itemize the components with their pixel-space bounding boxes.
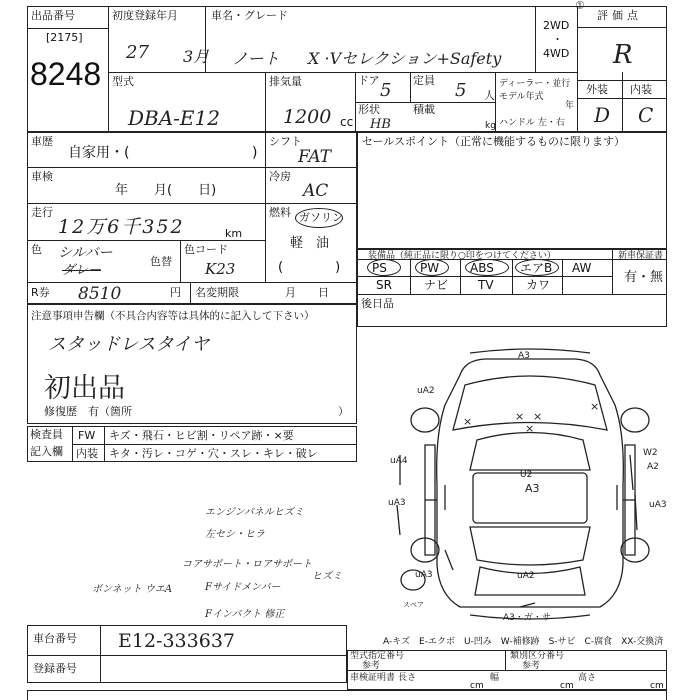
inspector-label-2: 記入欄 [30, 445, 63, 458]
length-label: 車検証明書 [350, 673, 396, 683]
drive-dot: ・ [552, 33, 563, 46]
recycle-label: R券 [31, 286, 50, 299]
load-unit: kg [485, 121, 496, 131]
score-value: R [613, 40, 633, 70]
model-label: 車名・グレード [211, 9, 288, 22]
capacity-unit: 人 [484, 89, 495, 102]
load-label: 積載 [413, 103, 435, 116]
remark-3: コアサポート・ロアサポート [182, 559, 312, 570]
displacement-value: 1200 [283, 106, 332, 128]
color-sub: ダレー [62, 263, 102, 278]
model-name: ノート [232, 49, 280, 68]
sales-point-frame [357, 132, 667, 249]
inspection-label: 車検 [31, 170, 53, 183]
score-label: 評価点 [597, 9, 642, 22]
chassis-value: E12-333637 [118, 630, 235, 652]
equipment-divider [512, 259, 513, 294]
equipment-item: PW [420, 261, 440, 275]
diagram-mark-w2: W2 [643, 448, 658, 458]
diagram-x-3: × [525, 422, 535, 435]
diagram-x-4: × [463, 415, 473, 428]
repair-close: ） [338, 405, 349, 418]
equipment-item: ナビ [424, 278, 449, 292]
color-code-label: 色コード [184, 243, 228, 256]
lot-sub: [2175] [46, 31, 83, 44]
lot-label: 出品番号 [31, 9, 75, 22]
doors-value: 5 [380, 80, 392, 101]
notes-label: 注意事項申告欄（不具合内容等は具体的に記入して下さい） [31, 310, 315, 322]
equipment-divider [562, 259, 563, 294]
equipment-item: PS [372, 261, 387, 275]
diagram-mark-ua3-left: uA3 [388, 498, 406, 508]
drive-4wd: 4WD [543, 47, 570, 60]
displacement-unit: cc [340, 115, 354, 129]
diagram-x-2: × [533, 410, 543, 423]
warranty-value: 有・無 [624, 270, 664, 285]
lot-number: 8248 [30, 56, 102, 92]
interior-label: 内装 [630, 83, 652, 96]
diagram-spare-label: スペア [403, 601, 424, 609]
type-spec-sub: 参考 [362, 661, 381, 671]
diagram-mark-ua2-trunk: uA2 [517, 571, 535, 581]
fuel-label: 燃料 [269, 206, 291, 219]
equipment-item: AW [572, 261, 592, 275]
height: 高さ [578, 673, 597, 683]
shift-label: シフト [269, 135, 302, 148]
model-year-label: モデル年式 [499, 92, 544, 102]
history-label: 車歴 [31, 135, 53, 148]
remark-6: ボンネット ウエA [92, 584, 173, 595]
remark-4: ヒズミ [312, 571, 342, 582]
exterior-value: D [594, 103, 611, 127]
inspector-row1: キズ・飛石・ヒビ割・リペア跡・×要 [109, 429, 294, 442]
diagram-mark-ua3-right: uA3 [649, 500, 667, 510]
reg-number-label: 登録番号 [33, 662, 77, 675]
chassis-label: 車台番号 [33, 632, 77, 645]
header-frame [27, 6, 667, 132]
first-reg-label: 初度登録年月 [112, 9, 178, 22]
width-unit: cm [560, 681, 574, 691]
model-year-unit: 年 [565, 101, 575, 111]
equipment-circle [367, 259, 401, 276]
inspector-label-1: 検査員 [30, 428, 63, 441]
fuel-value: ガソリン [299, 211, 343, 224]
history-value: 自家用・( [68, 145, 130, 161]
class-sub: 参考 [522, 661, 541, 671]
name-change-label: 名変期限 [195, 286, 239, 299]
diagram-mark-u2: U2 [520, 470, 533, 480]
remark-7: Fインパクト 修正 [205, 609, 285, 620]
shift-value: FAT [298, 147, 332, 167]
class-label: 類別区分番号 [510, 651, 565, 661]
ac-label: 冷房 [269, 170, 291, 183]
diagram-legend: A-キズ E-エクボ U-凹み W-補修跡 S-サビ C-腐食 XX-交換済 [383, 637, 664, 647]
shape-value: HB [370, 117, 391, 132]
equipment-circle [515, 259, 559, 276]
displacement-label: 排気量 [269, 75, 302, 88]
ac-value: AC [303, 181, 329, 201]
equipment-divider [460, 259, 461, 294]
mileage-label: 走行 [31, 206, 53, 219]
width: 幅 [490, 673, 500, 683]
capacity-label: 定員 [413, 74, 435, 87]
reg-month: 3月 [183, 47, 210, 66]
warranty-label: 新車保証書 [618, 251, 664, 261]
diagram-mark-a3-top: A3 [518, 351, 530, 361]
equipment-item: TV [478, 278, 494, 292]
fuel-paren: ( ) [278, 260, 341, 275]
name-change-value: 月 日 [285, 286, 329, 299]
diagram-mark-ua2-front: uA2 [417, 386, 435, 396]
equipment-item: エアB [520, 261, 553, 275]
handle-label: ハンドル 左・右 [499, 118, 565, 128]
notes-line1: スタッドレスタイヤ [48, 334, 210, 355]
color-label: 色 [31, 243, 42, 256]
grade: X ·Vセレクション+Safety [308, 49, 502, 68]
type-value: DBA-E12 [128, 106, 220, 130]
equipment-circle [465, 259, 509, 276]
shape-label: 形状 [358, 103, 380, 116]
remark-2: 左セシ・ヒラ [205, 529, 265, 540]
dealer-label: ディーラー・並行 [499, 79, 571, 89]
color-change-label: 色替 [150, 255, 172, 268]
history-close: ) [252, 145, 258, 161]
capacity-value: 5 [455, 80, 467, 101]
type-label: 型式 [112, 75, 134, 88]
diagram-mark-ua4: uA4 [390, 456, 408, 466]
equipment-item: ABS [470, 261, 494, 275]
recycle-value: 8510 [78, 284, 122, 304]
inspector-row2: キタ・汚レ・コゲ・穴・スレ・キレ・破レ [109, 447, 318, 460]
equipment-item: SR [376, 278, 392, 292]
car-damage-diagram [385, 345, 675, 630]
color-code-value: K23 [205, 260, 236, 278]
diagram-x-1: × [515, 410, 525, 423]
later-label: 後日品 [361, 297, 394, 310]
equipment-label: 装備品（純正品に限り○印をつけてください） [368, 251, 556, 261]
diagram-mark-a2: A2 [647, 462, 659, 472]
equipment-divider [410, 259, 411, 294]
doors-label: ドア [358, 74, 380, 87]
diagram-x-5: × [590, 400, 600, 413]
diagram-mark-ua3-rear: uA3 [415, 570, 433, 580]
bottom-strip [27, 690, 667, 700]
inspector-row1-tag: FW [78, 429, 96, 442]
height-unit: cm [650, 681, 664, 691]
exterior-label: 外装 [586, 83, 608, 96]
top-mark: ① [575, 0, 585, 12]
equipment-item: カワ [526, 278, 551, 292]
diagram-mark-a3-rear: A3・ガ・サ [503, 613, 551, 623]
length: 長さ [398, 673, 417, 683]
inspector-row2-tag: 内装 [76, 447, 98, 460]
diagram-mark-a3-roof: A3 [525, 482, 540, 495]
inspection-value: 年 月( 日) [115, 183, 217, 198]
reg-year: 27 [126, 42, 149, 63]
remark-1: エンジンパネルヒズミ [205, 507, 304, 518]
sales-label: セールスポイント（正常に機能するものに限ります） [362, 135, 626, 148]
length-unit: cm [470, 681, 484, 691]
fuel-alt: 軽 油 [290, 236, 330, 251]
interior-value: C [638, 103, 654, 127]
remark-5: Fサイドメンバー [205, 582, 281, 593]
equipment-circle [415, 259, 449, 276]
first-listing-stamp: 初出品 [44, 373, 125, 404]
repair-label: 修復歴 有（箇所 [44, 405, 132, 418]
mileage-unit: km [225, 227, 243, 240]
type-spec-label: 型式指定番号 [350, 651, 405, 661]
mileage-value: 12万6千352 [58, 216, 185, 238]
recycle-unit: 円 [170, 286, 181, 299]
drive-2wd: 2WD [543, 19, 570, 32]
color-value: シルバー [58, 245, 113, 261]
